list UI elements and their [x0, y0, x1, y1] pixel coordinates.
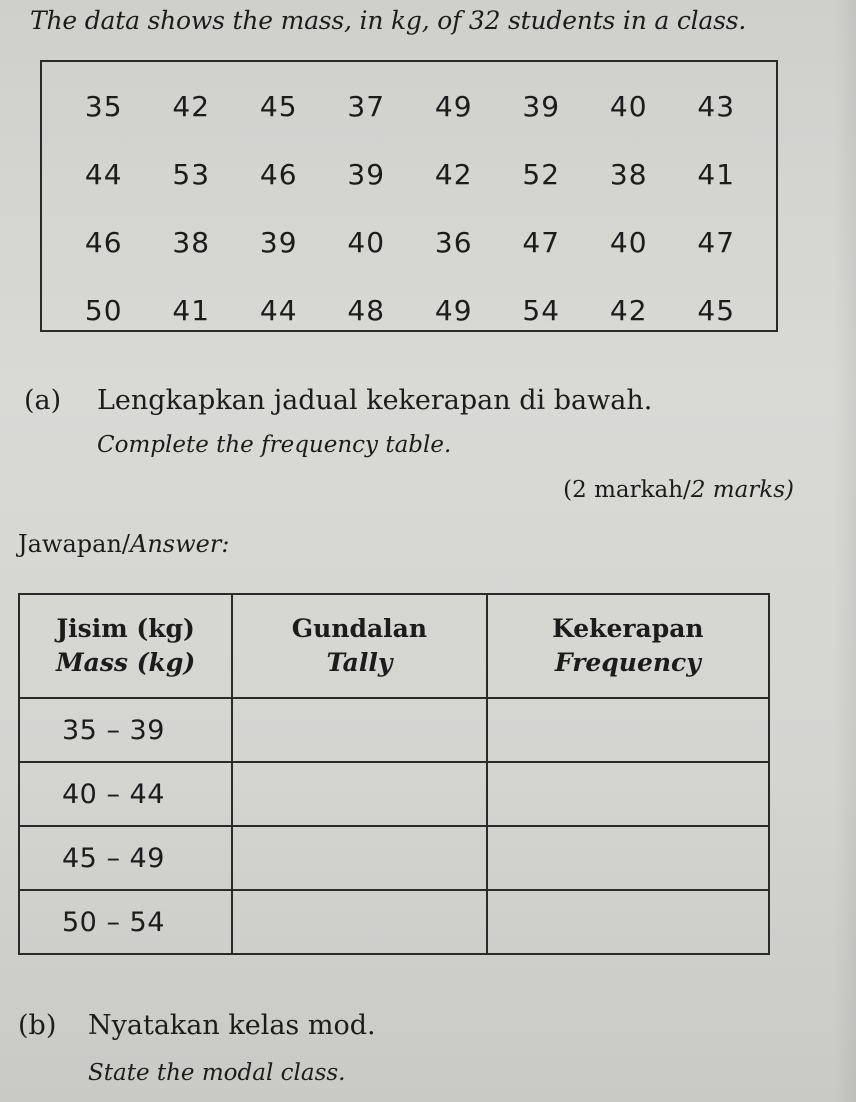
data-value: 54 [522, 293, 561, 327]
tally-cell[interactable] [232, 890, 487, 954]
part-a-label: (a) [24, 385, 62, 416]
header-frequency [487, 594, 769, 698]
data-value: 39 [259, 225, 298, 259]
data-value: 52 [522, 157, 561, 191]
part-a-instruction-en: Complete the frequency table. [97, 432, 452, 458]
part-b-instruction-ms: Nyatakan kelas mod. [88, 1010, 376, 1041]
data-value: 38 [172, 225, 211, 259]
part-a-marks [563, 477, 794, 503]
tally-cell[interactable] [232, 762, 487, 826]
table-row [19, 698, 769, 762]
tally-cell[interactable] [232, 826, 487, 890]
data-value: 39 [522, 89, 561, 123]
answer-label [18, 530, 229, 558]
part-b-label: (b) [18, 1010, 57, 1041]
mass-data-box [40, 60, 778, 332]
data-value: 48 [347, 293, 386, 327]
data-value: 35 [84, 89, 123, 123]
header-mass-ms: Jisim (kg) [56, 614, 195, 643]
mass-class-cell: 40 – 44 [19, 762, 232, 826]
header-frequency-en: Frequency [554, 648, 701, 677]
marks-ms: (2 markah/ [563, 477, 691, 503]
mass-class-cell: 50 – 54 [19, 890, 232, 954]
marks-en: 2 marks) [690, 477, 794, 503]
answer-label-ms: Jawapan/ [18, 530, 130, 558]
data-value: 43 [697, 89, 736, 123]
frequency-cell[interactable] [487, 826, 769, 890]
data-value: 46 [84, 225, 123, 259]
frequency-cell[interactable] [487, 698, 769, 762]
data-value: 47 [697, 225, 736, 259]
data-value: 42 [609, 293, 648, 327]
data-value: 41 [172, 293, 211, 327]
data-value: 36 [434, 225, 473, 259]
part-b-instruction-en: State the modal class. [88, 1060, 346, 1086]
data-value: 50 [84, 293, 123, 327]
data-value: 37 [347, 89, 386, 123]
frequency-cell[interactable] [487, 890, 769, 954]
table-row [19, 762, 769, 826]
header-tally [232, 594, 487, 698]
data-value: 41 [697, 157, 736, 191]
mass-data-grid [60, 72, 760, 344]
data-value: 42 [434, 157, 473, 191]
intro-text: The data shows the mass, in kg, of 32 students in a class. [30, 6, 747, 35]
data-value: 39 [347, 157, 386, 191]
header-tally-en: Tally [326, 648, 393, 677]
data-value: 45 [697, 293, 736, 327]
data-value: 49 [434, 293, 473, 327]
data-value: 49 [434, 89, 473, 123]
data-value: 40 [609, 225, 648, 259]
data-value: 40 [347, 225, 386, 259]
page-edge-shadow [834, 0, 856, 1102]
data-value: 38 [609, 157, 648, 191]
tally-cell[interactable] [232, 698, 487, 762]
data-value: 45 [259, 89, 298, 123]
header-mass-en: Mass (kg) [55, 648, 196, 677]
data-value: 44 [259, 293, 298, 327]
header-mass [19, 594, 232, 698]
table-row [19, 890, 769, 954]
mass-class-cell: 35 – 39 [19, 698, 232, 762]
data-value: 42 [172, 89, 211, 123]
data-value: 44 [84, 157, 123, 191]
frequency-table-header-row [19, 594, 769, 698]
part-a-instruction-ms: Lengkapkan jadual kekerapan di bawah. [97, 385, 653, 416]
data-value: 47 [522, 225, 561, 259]
data-value: 46 [259, 157, 298, 191]
frequency-table [18, 593, 770, 955]
table-row [19, 826, 769, 890]
data-value: 40 [609, 89, 648, 123]
data-value: 53 [172, 157, 211, 191]
mass-class-cell: 45 – 49 [19, 826, 232, 890]
header-frequency-ms: Kekerapan [552, 614, 704, 643]
frequency-cell[interactable] [487, 762, 769, 826]
answer-label-en: Answer: [130, 530, 230, 558]
header-tally-ms: Gundalan [291, 614, 428, 643]
